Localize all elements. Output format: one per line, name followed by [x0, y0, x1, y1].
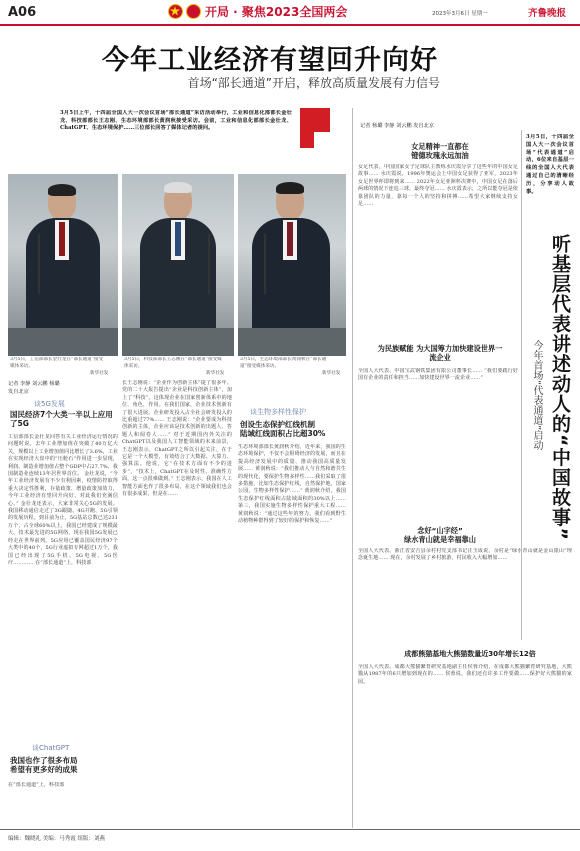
col2-text: 长王志刚说：“企业作为创新主体”提了很多年。党的二十大报告提出“企业是科技创新主体”，加上了“科技”。这体现企业在国家创新体系中的地位，角色，作用。在我们国家，企业技术创新有了很大进展。企业研发投入占全社会研发投入的比重超过77%…… 王志刚说：“企业要成为科技创新的主体，企业应该是技术创新的出题人、答题人和阅卷人……” 对于近期国内外关注的ChatGPT以及我国人工智能领域的未来前景，王志刚表示，ChatGPT之所以引起关注，在于它是一个大模型，有效结合了大数据、大算力、强算法。他说，它“在技术方面有不少的进步”，“技术上，ChatGPT在及时性、准确性方面，这一点很难做到。” 王志刚表示，我国在人工智能方面也作了很多布局，在这个领域我们也会有很多成果，但是在…… — [122, 380, 232, 498]
column-divider — [352, 108, 353, 828]
photo1-credit: 新华社发 — [90, 371, 109, 376]
person-hair — [276, 182, 304, 194]
page-header — [0, 0, 580, 24]
photo2-credit: 新华社发 — [206, 371, 225, 376]
red-block-accent — [314, 132, 332, 150]
photo-huang-runqiu — [238, 174, 346, 356]
col1-kicker: 谈5G发展 — [34, 400, 65, 408]
col1-kicker2: 谈ChatGPT — [32, 744, 70, 752]
col3-text: 生态环境部部长黄润秋介绍，近年来，我国的生态环境保护，不仅不会阻碍经济的发展，而且在提高经济发展中的质量、推动我国高质量发展…… 黄润秋说：“我们推动人与自然和谐共生的现代化，要保护生物多样性……我们采取了很多措施，比如生态保护红线，自然保护地，国家公园，生物多样性保护……” 黄润秋介绍，我国生态保护红线面积占陆域面积的30%以上…… 第三，我国实施生物多样性保护重大工程…… 黄润秋说：“通过这些年的努力，我们看到野生动植物种群得到了较好的保护和恢复……” — [238, 444, 346, 525]
emblem-icon — [168, 4, 183, 19]
story2-text: 全国人大代表、中国宝武钢铁集团有限公司董事长…… “我们要践行好国有企业的责任和担当……加快建设世界一流企业……” — [358, 368, 518, 382]
photo3-credit: 新华社发 — [322, 371, 341, 376]
byline-right: 记者 杨璐 李静 刘云鹏 发自北京 — [360, 123, 435, 129]
person-tie — [59, 222, 65, 256]
vertical-headline: 听基层代表讲述动人的“中国故事” — [549, 234, 571, 541]
story4-head: 成都熊猫基地大熊猫数量近30年增长12倍 — [404, 650, 536, 658]
intro-text: 3月5日上午，十四届全国人大一次会议首场“部长通道”采访活动举行，工业和信息化部部长金壮龙、科技部部长王志刚、生态环境部部长黄润秋接受采访。会前，工业和信息化部部长金壮龙、ChatGPT、生态环境保护……三位部长回答了媒体记者的提问。 — [60, 110, 292, 132]
story3-text: 全国人大代表、浙江省安吉县余村村党支部书记汪玉成说，余村是“绿水青山就是金山银山”理念诞生地…… 现在，余村发展了乡村旅游，村民收入大幅增加…… — [358, 548, 572, 562]
byline-left: 记者 李静 刘云鹏 杨璐 发自北京 — [8, 381, 60, 395]
person-tie — [175, 222, 181, 256]
emblem-icon-2 — [186, 4, 201, 19]
person-hair — [164, 182, 192, 193]
sidebar-text: 3月5日，十四届全国人大一次会议首场“代表通道”启动，6位来自基层一线的全国人大代表通过自己的清晰经历，分享动人故事。 — [526, 134, 574, 195]
photo2-caption: 3月5日，科技部部长王志刚在“部长通道”接受媒体采访。 — [124, 357, 222, 369]
story3-head: 念好“山字经” 绿水青山就是幸福靠山 — [404, 526, 476, 544]
story1-text: 女足代表，中国国家女子足球队主教练水庆霞分享了这些年的中国女足故事…… 水庆霞说，1996年奥运会上中国女足获得了亚军，2023年女足世界杯即将到来…… 2022年女足亚洲杯决赛中，中国女足在落后两球的情况下连追三球，最终夺冠…… 水庆霞表示，之所以能夺冠是依靠团队的力量，靠每一个人的坚持和拼搏……希望大家继续支持女足…… — [358, 164, 518, 208]
section-title: 开局 · 聚焦2023全国两会 — [205, 5, 348, 19]
person-hair — [48, 184, 76, 196]
col1-head: 国民经济7个大类一半以上应用了5G — [10, 410, 113, 428]
photo-jin-zhuanglong — [8, 174, 118, 356]
col3-kicker: 谈生物多样性保护 — [250, 408, 306, 416]
microphone — [264, 234, 266, 294]
story2-head: 为民族赋能 为大国筹力加快建设世界一流企业 — [377, 344, 503, 362]
photo3-caption: 3月5日，生态环境部部长黄润秋在“部长通道”接受媒体采访。 — [240, 357, 327, 369]
story1-head: 女足精神一直都在 镫德玫瑰永远加油 — [411, 142, 469, 160]
footer-editors: 编辑：魏晓礼 美编：马秀霞 组版：刘燕 — [8, 836, 105, 842]
sidebar-divider — [521, 130, 522, 640]
paper-name: 齐鲁晚报 — [528, 8, 567, 19]
col1-text: 工信部部长金壮龙回答有关工业经济运行情况的问题时说，去年工业增加值在突破了40万亿大关，规模以上工业增加值同比增长了3.6%，工业在实现经济大盘中的“压舱石”作用进一步显现，利润、制造业增加值占整个GDP中占27.7%，我国制造业连续13年居世界首位。 金壮龙说，“今年工业经济发展有不少有利因素，疫情防控取得重大决定性胜利，存量政策、增量政策加效力，今年工业经济有望回升向好，对此我们充满信心。” 金壮龙还表示，大家非常关心5G的发展。我国移动通信走过了3G跟随、4G并跑、5G引领的发展历程。到目前为止，5G基站总数已达231万个，占全球60%以上，我国已经建成了规模最大、技术最先进的5G网络，现在我国5G发展已经走在世界前列。5G应用已覆盖国民经济97个大类中的40个，5G行业虚拟专网超过1万个，我国已经出现了5G手机、5G电视、5G医疗………… 在“部长通道”上，科技部 — [8, 434, 118, 566]
page-number: A06 — [8, 5, 37, 20]
footer-rule — [0, 829, 580, 830]
col1-head2: 我国也作了很多布局 希望有更多好的成果 — [10, 756, 78, 774]
headline: 今年工业经济有望回升向好 — [102, 45, 438, 76]
photo-floor — [122, 328, 234, 356]
header-rule — [0, 24, 580, 26]
col1-text2: 在“部长通道”上，科技部 — [8, 782, 65, 788]
microphone — [38, 234, 40, 294]
vertical-subheadline: 今年首场“代表通道”启动 — [531, 340, 542, 451]
microphone — [208, 234, 210, 294]
photo-wang-zhigang — [122, 174, 234, 356]
photo-floor — [238, 328, 346, 356]
person-tie — [287, 222, 293, 256]
photo-floor — [8, 328, 118, 356]
story4-text: 全国人大代表、成都大熊猫繁育研究基地副主任侯蓉介绍，在成都大熊猫繁育研究基地，大熊猫从1987年的6只增加到现在的…… 侯蓉说，我们还有许多工作要做……保护好大熊猫的家园。 — [358, 664, 572, 685]
col3-head: 创设生态保护红线机制 陆域红线面积占比超30% — [240, 420, 326, 438]
headline-subtitle: 首场“部长通道”开启，释放高质量发展有力信号 — [187, 76, 440, 90]
issue-date: 2023年3月6日 星期一 — [432, 11, 488, 17]
photo1-caption: 3月5日，工信部部长金壮龙在“部长通道”接受媒体采访。 — [10, 357, 104, 369]
